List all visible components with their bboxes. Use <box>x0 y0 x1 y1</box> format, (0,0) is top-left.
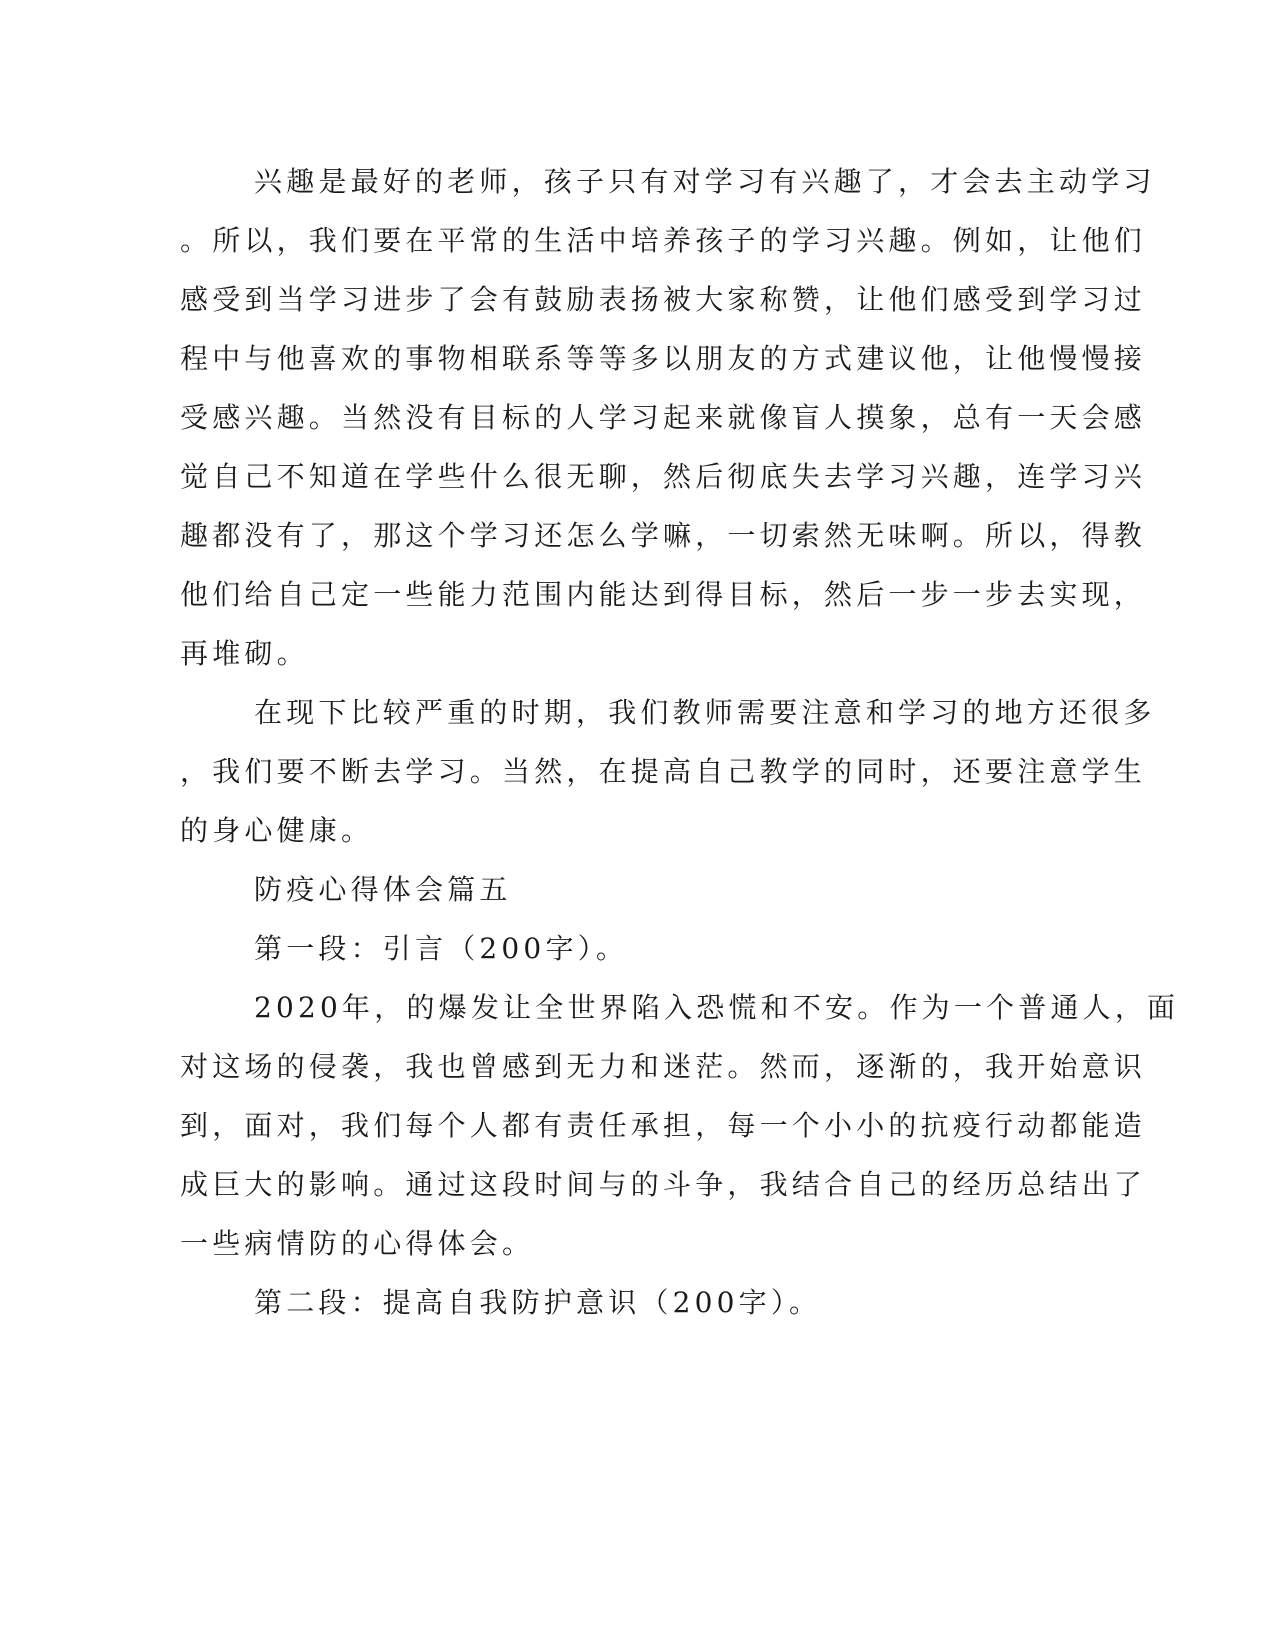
section-title: 防疫心得体会篇五 <box>254 873 512 906</box>
text-line: 在现下比较严重的时期，我们教师需要注意和学习的地方还很多 <box>254 696 1156 729</box>
text-line: 成巨大的影响。通过这段时间与的斗争，我结合自己的经历总结出了 <box>180 1168 1147 1201</box>
section-heading: 第一段：引言（200字）。 <box>254 932 629 965</box>
text-line: 兴趣是最好的老师，孩子只有对学习有兴趣了，才会去主动学习 <box>254 165 1156 198</box>
text-line: 再堆砌。 <box>180 637 309 670</box>
text-line: 2020年，的爆发让全世界陷入恐慌和不安。作为一个普通人，面 <box>254 991 1180 1024</box>
text-line: ，我们要不断去学习。当然，在提高自己教学的同时，还要注意学生 <box>180 755 1147 788</box>
text-line: 程中与他喜欢的事物相联系等等多以朋友的方式建议他，让他慢慢接 <box>180 342 1147 375</box>
text-line: 觉自己不知道在学些什么很无聊，然后彻底失去学习兴趣，连学习兴 <box>180 460 1147 493</box>
text-line: 他们给自己定一些能力范围内能达到得目标，然后一步一步去实现， <box>180 578 1147 611</box>
text-line: 。所以，我们要在平常的生活中培养孩子的学习兴趣。例如，让他们 <box>180 224 1147 257</box>
text-line: 到，面对，我们每个人都有责任承担，每一个小小的抗疫行动都能造 <box>180 1109 1147 1142</box>
text-line: 感受到当学习进步了会有鼓励表扬被大家称赞，让他们感受到学习过 <box>180 283 1147 316</box>
text-line: 的身心健康。 <box>180 814 374 847</box>
text-line: 对这场的侵袭，我也曾感到无力和迷茫。然而，逐渐的，我开始意识 <box>180 1050 1147 1083</box>
text-line: 受感兴趣。当然没有目标的人学习起来就像盲人摸象，总有一天会感 <box>180 401 1147 434</box>
section-heading: 第二段：提高自我防护意识（200字）。 <box>254 1286 822 1319</box>
body-text <box>180 157 1180 1337</box>
text-line: 趣都没有了，那这个学习还怎么学嘛，一切索然无味啊。所以，得教 <box>180 519 1147 552</box>
text-line: 一些病情防的心得体会。 <box>180 1227 535 1260</box>
